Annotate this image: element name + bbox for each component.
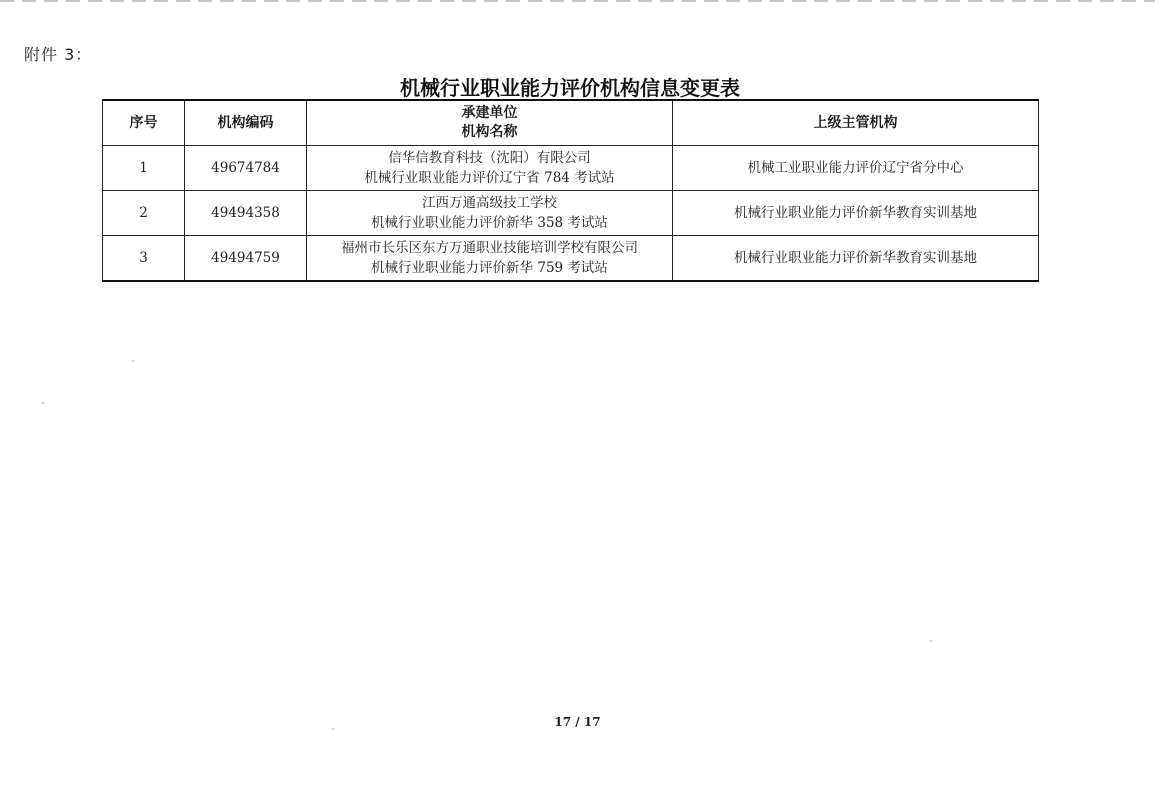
cell-code: 49674784: [185, 146, 307, 191]
scan-speck: [930, 640, 932, 642]
header-unit-line2: 机构名称: [461, 124, 518, 140]
scan-edge-artifact: [0, 0, 1155, 2]
cell-unit: 信华信教育科技（沈阳）有限公司: [388, 150, 591, 166]
scan-speck: [332, 728, 334, 730]
cell-unit: 江西万通高级技工学校: [422, 195, 557, 211]
document-title: 机械行业职业能力评价机构信息变更表: [400, 76, 740, 100]
attachment-label: 附件 3：: [24, 45, 93, 64]
scan-speck: [42, 402, 44, 404]
cell-name: 机械行业职业能力评价新华 358 考试站: [371, 215, 608, 231]
cell-seq: 2: [103, 191, 185, 236]
cell-supervisor: 机械工业职业能力评价辽宁省分中心: [673, 146, 1039, 191]
cell-supervisor: 机械行业职业能力评价新华教育实训基地: [673, 191, 1039, 236]
table-row: [103, 146, 1039, 191]
cell-unit-name: [307, 191, 673, 236]
cell-seq: 1: [103, 146, 185, 191]
cell-name: 机械行业职业能力评价新华 759 考试站: [371, 260, 608, 276]
table-header-row: [103, 100, 1039, 146]
cell-supervisor: 机械行业职业能力评价新华教育实训基地: [673, 236, 1039, 282]
cell-unit-name: [307, 146, 673, 191]
cell-code: 49494358: [185, 191, 307, 236]
cell-seq: 3: [103, 236, 185, 282]
institution-change-table: [102, 99, 1039, 282]
header-supervisor: 上级主管机构: [673, 100, 1039, 146]
page-number: 17 / 17: [554, 715, 601, 729]
cell-unit: 福州市长乐区东方万通职业技能培训学校有限公司: [341, 240, 638, 256]
cell-code: 49494759: [185, 236, 307, 282]
header-unit: [307, 100, 673, 146]
header-seq: 序号: [103, 100, 185, 146]
header-code: 机构编码: [185, 100, 307, 146]
table-row: [103, 236, 1039, 282]
table-row: [103, 191, 1039, 236]
header-unit-line1: 承建单位: [461, 105, 518, 121]
scan-speck: [132, 360, 134, 362]
cell-unit-name: [307, 236, 673, 282]
cell-name: 机械行业职业能力评价辽宁省 784 考试站: [364, 170, 615, 186]
